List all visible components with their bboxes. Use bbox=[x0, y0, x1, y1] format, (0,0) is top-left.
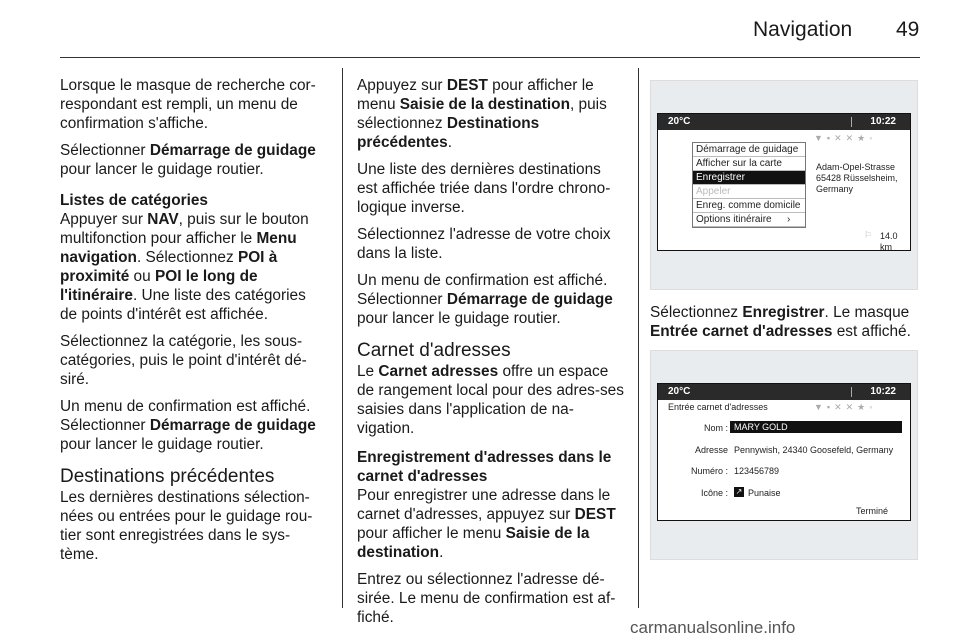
confirmation-menu bbox=[692, 142, 806, 228]
menu-item-start-guidance[interactable]: Démarrage de guidage bbox=[693, 143, 805, 157]
paragraph: Un menu de confirmation est affiché. Sélectionner Démarrage de guidage pour lancer le guidage routier. bbox=[60, 398, 316, 453]
address-field[interactable]: Pennywish, 24340 Goosefeld, Germany bbox=[734, 445, 894, 455]
address-line-2: 65428 Rüsselsheim, Germany bbox=[816, 173, 898, 194]
name-label: Nom : bbox=[703, 423, 728, 433]
menu-item-route-options[interactable]: Options itinéraire › bbox=[693, 213, 805, 227]
status-icons: ▼▪✕✕★◦ bbox=[814, 133, 877, 143]
paragraph: Sélectionner Démarrage de guidage pour lancer le guidage routier. bbox=[60, 142, 316, 178]
paragraph: Sélectionnez l'adresse de votre choix dans la liste. bbox=[357, 226, 611, 262]
name-field[interactable]: MARY GOLD bbox=[730, 421, 902, 433]
paragraph: Entrez ou sélectionnez l'adresse dé-sirée. Le menu de confirmation est af-fiché. bbox=[357, 571, 616, 626]
distance: 14.0 km bbox=[880, 231, 898, 252]
pin-icon: ↗ bbox=[735, 487, 743, 496]
menu-item-show-on-map[interactable]: Afficher sur la carte bbox=[693, 157, 805, 171]
clock: 10:22 bbox=[870, 116, 896, 127]
column-3-text bbox=[650, 303, 920, 349]
address-label: Adresse bbox=[694, 445, 728, 455]
screenshot-confirmation-menu bbox=[650, 80, 918, 290]
menu-item-save[interactable]: Enregistrer bbox=[693, 171, 805, 185]
form-title: Entrée carnet d'adresses bbox=[668, 402, 768, 412]
icon-field[interactable]: Punaise bbox=[748, 488, 781, 498]
paragraph: Les dernières destinations sélection-nées ou entrées pour le guidage rou-tier sont enregistrées dans le sys-tème. bbox=[60, 489, 313, 563]
status-bar bbox=[658, 114, 910, 130]
column-1 bbox=[60, 76, 326, 572]
paragraph: Lorsque le masque de recherche cor-respondant est rempli, un menu de confirmation s'affiche. bbox=[60, 77, 316, 132]
column-divider-1 bbox=[342, 68, 343, 608]
paragraph: Une liste des dernières destinations est affichée triée dans l'ordre chrono-logique inverse. bbox=[357, 161, 611, 216]
page-header bbox=[0, 0, 960, 60]
number-label: Numéro : bbox=[690, 466, 728, 476]
temperature: 20°C bbox=[668, 386, 691, 397]
status-icons: ▼▪✕✕★◦ bbox=[814, 402, 877, 412]
display-screen bbox=[657, 113, 911, 251]
clock: 10:22 bbox=[870, 386, 896, 397]
watermark: carmanualsonline.info bbox=[630, 618, 796, 637]
page-number: 49 bbox=[896, 18, 920, 41]
paragraph: Sélectionnez Enregistrer. Le masque Entrée carnet d'adresses est affiché. bbox=[650, 304, 911, 340]
paragraph: Pour enregistrer une adresse dans le carnet d'adresses, appuyez sur DEST pour afficher le menu Saisie de la destination. bbox=[357, 487, 616, 561]
done-button[interactable]: Terminé bbox=[856, 506, 889, 516]
paragraph: Appuyez sur DEST pour afficher le menu Saisie de la destination, puis sélectionnez Destinations précédentes. bbox=[357, 77, 607, 151]
temperature: 20°C bbox=[668, 116, 691, 127]
screenshot-address-book-entry bbox=[650, 350, 918, 560]
icon-label: Icône : bbox=[700, 488, 728, 498]
header-divider bbox=[60, 57, 920, 58]
subheading: Listes de catégories bbox=[60, 192, 208, 209]
display-screen bbox=[657, 383, 911, 521]
flag-icon: ⚐ bbox=[864, 230, 873, 240]
subheading: Enregistrement d'adresses dans le carnet d'adresses bbox=[357, 449, 612, 485]
paragraph: Le Carnet adresses offre un espace de rangement local pour des adres-ses saisies dans l'application de na-vigation. bbox=[357, 363, 624, 437]
chevron-right-icon: › bbox=[787, 214, 791, 225]
heading: Carnet d'adresses bbox=[357, 340, 511, 361]
paragraph: Appuyer sur NAV, puis sur le bouton multifonction pour afficher le Menu navigation. Sélectionnez POI à proximité ou POI le long de l'itinéraire. Une liste des catégories de points d'intérêt est affichée. bbox=[60, 211, 309, 323]
column-2 bbox=[357, 76, 625, 635]
address-line-1: Adam-Opel-Strasse bbox=[816, 162, 896, 172]
menu-item-save-as-home[interactable]: Enreg. comme domicile bbox=[693, 199, 805, 213]
section-title: Navigation bbox=[753, 18, 853, 41]
column-divider-2 bbox=[638, 68, 639, 608]
status-bar bbox=[658, 384, 910, 400]
heading: Destinations précédentes bbox=[60, 466, 275, 487]
paragraph: Sélectionnez la catégorie, les sous-catégories, puis le point d'intérêt dé-siré. bbox=[60, 333, 307, 388]
menu-item-call[interactable]: Appeler bbox=[693, 185, 805, 199]
number-field[interactable]: 123456789 bbox=[734, 466, 780, 476]
paragraph: Un menu de confirmation est affiché. Sélectionner Démarrage de guidage pour lancer le guidage routier. bbox=[357, 272, 613, 327]
